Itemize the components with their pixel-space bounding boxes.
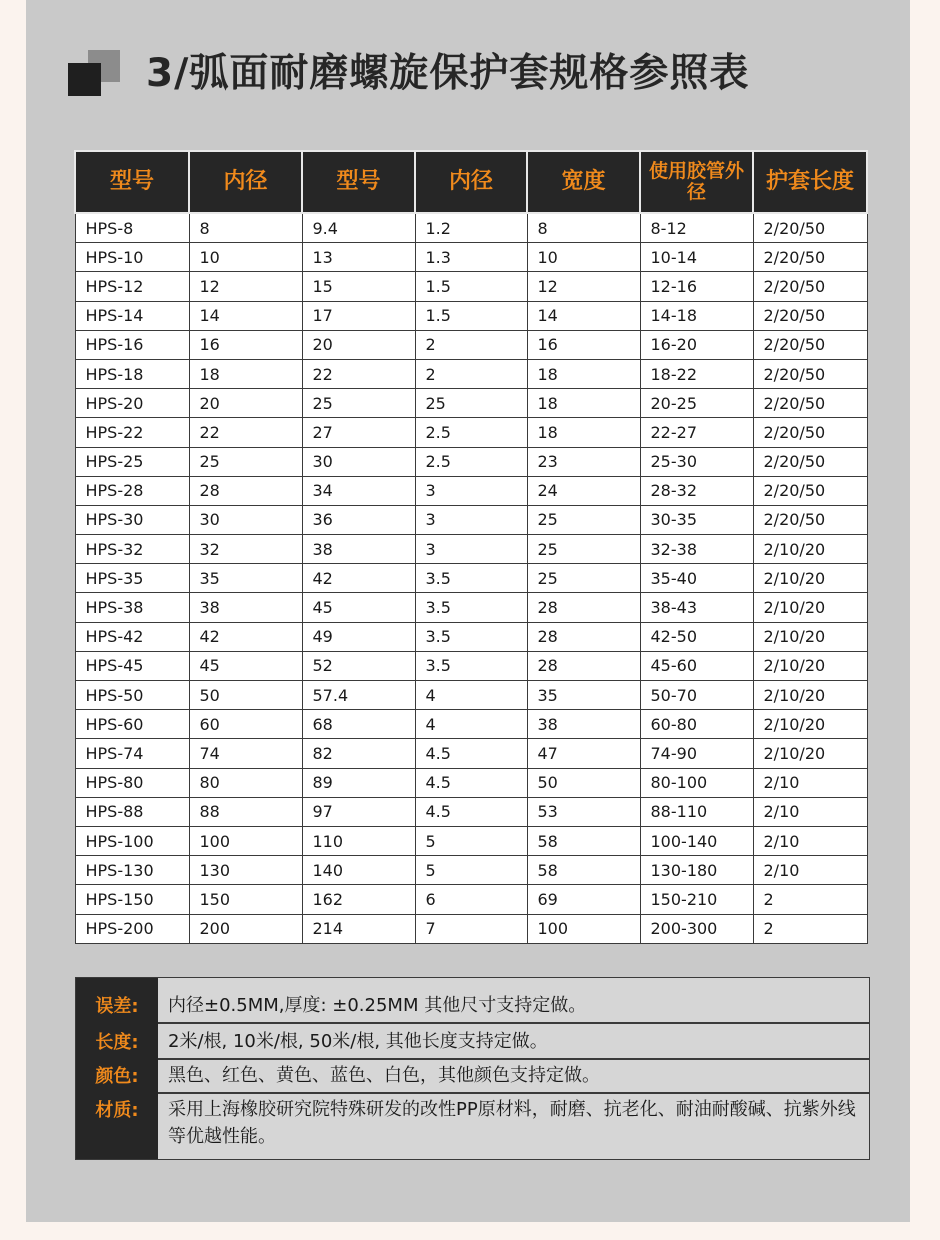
cell-inner-diameter-2: 3.5 bbox=[415, 651, 527, 680]
cell-model: HPS-32 bbox=[75, 535, 189, 564]
table-row bbox=[75, 418, 867, 447]
table-row bbox=[75, 330, 867, 359]
cell-model-2: 162 bbox=[302, 885, 415, 914]
cell-inner-diameter-2: 25 bbox=[415, 389, 527, 418]
cell-width: 50 bbox=[527, 768, 640, 797]
table-row bbox=[75, 359, 867, 388]
cell-hose-outer-diameter: 20-25 bbox=[640, 389, 753, 418]
cell-model: HPS-45 bbox=[75, 651, 189, 680]
note-label: 材质: bbox=[95, 1100, 139, 1121]
cell-model-2: 89 bbox=[302, 768, 415, 797]
cell-sleeve-length: 2/10/20 bbox=[753, 651, 867, 680]
cell-model-2: 9.4 bbox=[302, 213, 415, 243]
cell-model-2: 45 bbox=[302, 593, 415, 622]
table-row bbox=[75, 213, 867, 243]
cell-inner-diameter: 12 bbox=[189, 272, 302, 301]
table-row bbox=[75, 564, 867, 593]
page-header bbox=[66, 38, 896, 108]
cell-model-2: 38 bbox=[302, 535, 415, 564]
cell-model-2: 52 bbox=[302, 651, 415, 680]
table-row bbox=[75, 797, 867, 826]
cell-hose-outer-diameter: 22-27 bbox=[640, 418, 753, 447]
cell-hose-outer-diameter: 38-43 bbox=[640, 593, 753, 622]
cell-sleeve-length: 2/20/50 bbox=[753, 301, 867, 330]
cell-sleeve-length: 2/10/20 bbox=[753, 739, 867, 768]
cell-hose-outer-diameter: 28-32 bbox=[640, 476, 753, 505]
cell-hose-outer-diameter: 60-80 bbox=[640, 710, 753, 739]
cell-hose-outer-diameter: 16-20 bbox=[640, 330, 753, 359]
cell-inner-diameter: 88 bbox=[189, 797, 302, 826]
cell-hose-outer-diameter: 74-90 bbox=[640, 739, 753, 768]
cell-sleeve-length: 2/20/50 bbox=[753, 447, 867, 476]
note-text: 内径±0.5MM,厚度: ±0.25MM 其他尺寸支持定做。 bbox=[168, 995, 587, 1016]
cell-sleeve-length: 2/10 bbox=[753, 768, 867, 797]
cell-hose-outer-diameter: 18-22 bbox=[640, 359, 753, 388]
page-title: 3/弧面耐磨螺旋保护套规格参照表 bbox=[146, 51, 750, 96]
cell-width: 8 bbox=[527, 213, 640, 243]
cell-hose-outer-diameter: 14-18 bbox=[640, 301, 753, 330]
cell-inner-diameter-2: 3 bbox=[415, 535, 527, 564]
cell-model-2: 34 bbox=[302, 476, 415, 505]
cell-inner-diameter-2: 4 bbox=[415, 681, 527, 710]
cell-width: 14 bbox=[527, 301, 640, 330]
spec-table bbox=[74, 150, 868, 944]
cell-inner-diameter: 18 bbox=[189, 359, 302, 388]
cell-sleeve-length: 2 bbox=[753, 885, 867, 914]
header-model: 型号 bbox=[75, 151, 189, 213]
cell-inner-diameter: 32 bbox=[189, 535, 302, 564]
cell-model-2: 20 bbox=[302, 330, 415, 359]
cell-sleeve-length: 2/10 bbox=[753, 797, 867, 826]
header-sleeve-length: 护套长度 bbox=[753, 151, 867, 213]
cell-inner-diameter-2: 2 bbox=[415, 359, 527, 388]
table-row bbox=[75, 535, 867, 564]
cell-model-2: 214 bbox=[302, 914, 415, 943]
table-row bbox=[75, 447, 867, 476]
cell-inner-diameter: 50 bbox=[189, 681, 302, 710]
cell-inner-diameter: 8 bbox=[189, 213, 302, 243]
cell-inner-diameter: 28 bbox=[189, 476, 302, 505]
cell-inner-diameter-2: 5 bbox=[415, 856, 527, 885]
table-row bbox=[75, 885, 867, 914]
cell-model: HPS-30 bbox=[75, 505, 189, 534]
cell-model: HPS-25 bbox=[75, 447, 189, 476]
cell-sleeve-length: 2/20/50 bbox=[753, 359, 867, 388]
cell-model-2: 110 bbox=[302, 826, 415, 855]
cell-inner-diameter: 38 bbox=[189, 593, 302, 622]
table-row bbox=[75, 593, 867, 622]
table-row bbox=[75, 710, 867, 739]
cell-sleeve-length: 2/10/20 bbox=[753, 564, 867, 593]
cell-model: HPS-8 bbox=[75, 213, 189, 243]
cell-model-2: 140 bbox=[302, 856, 415, 885]
cell-hose-outer-diameter: 42-50 bbox=[640, 622, 753, 651]
cell-hose-outer-diameter: 25-30 bbox=[640, 447, 753, 476]
cell-model-2: 15 bbox=[302, 272, 415, 301]
cell-model: HPS-38 bbox=[75, 593, 189, 622]
cell-model: HPS-60 bbox=[75, 710, 189, 739]
cell-model: HPS-50 bbox=[75, 681, 189, 710]
cell-model: HPS-80 bbox=[75, 768, 189, 797]
cell-inner-diameter-2: 5 bbox=[415, 826, 527, 855]
cell-sleeve-length: 2/20/50 bbox=[753, 505, 867, 534]
cell-inner-diameter-2: 3.5 bbox=[415, 564, 527, 593]
cell-hose-outer-diameter: 12-16 bbox=[640, 272, 753, 301]
cell-inner-diameter-2: 4.5 bbox=[415, 768, 527, 797]
cell-model: HPS-18 bbox=[75, 359, 189, 388]
cell-width: 35 bbox=[527, 681, 640, 710]
cell-width: 23 bbox=[527, 447, 640, 476]
cell-inner-diameter-2: 3.5 bbox=[415, 622, 527, 651]
cell-hose-outer-diameter: 80-100 bbox=[640, 768, 753, 797]
cell-inner-diameter-2: 3 bbox=[415, 505, 527, 534]
cell-width: 25 bbox=[527, 564, 640, 593]
cell-inner-diameter-2: 3 bbox=[415, 476, 527, 505]
cell-sleeve-length: 2/10 bbox=[753, 856, 867, 885]
note-label: 误差: bbox=[95, 996, 139, 1017]
cell-sleeve-length: 2/20/50 bbox=[753, 418, 867, 447]
cell-model: HPS-74 bbox=[75, 739, 189, 768]
cell-hose-outer-diameter: 35-40 bbox=[640, 564, 753, 593]
cell-inner-diameter: 80 bbox=[189, 768, 302, 797]
cell-sleeve-length: 2/20/50 bbox=[753, 243, 867, 272]
cell-width: 10 bbox=[527, 243, 640, 272]
cell-hose-outer-diameter: 100-140 bbox=[640, 826, 753, 855]
cell-model: HPS-35 bbox=[75, 564, 189, 593]
cell-inner-diameter: 150 bbox=[189, 885, 302, 914]
table-row bbox=[75, 476, 867, 505]
table-row bbox=[75, 768, 867, 797]
cell-sleeve-length: 2/20/50 bbox=[753, 389, 867, 418]
cell-width: 18 bbox=[527, 359, 640, 388]
title-mark-icon-front bbox=[68, 63, 101, 96]
cell-model: HPS-200 bbox=[75, 914, 189, 943]
cell-inner-diameter-2: 1.2 bbox=[415, 213, 527, 243]
cell-sleeve-length: 2 bbox=[753, 914, 867, 943]
cell-sleeve-length: 2/10/20 bbox=[753, 710, 867, 739]
cell-width: 47 bbox=[527, 739, 640, 768]
table-header-row bbox=[75, 151, 867, 213]
cell-width: 58 bbox=[527, 856, 640, 885]
cell-hose-outer-diameter: 150-210 bbox=[640, 885, 753, 914]
cell-inner-diameter: 16 bbox=[189, 330, 302, 359]
cell-model: HPS-22 bbox=[75, 418, 189, 447]
cell-model: HPS-14 bbox=[75, 301, 189, 330]
cell-model: HPS-100 bbox=[75, 826, 189, 855]
table-row bbox=[75, 389, 867, 418]
cell-inner-diameter-2: 1.3 bbox=[415, 243, 527, 272]
cell-hose-outer-diameter: 130-180 bbox=[640, 856, 753, 885]
table-row bbox=[75, 856, 867, 885]
cell-sleeve-length: 2/20/50 bbox=[753, 476, 867, 505]
cell-inner-diameter: 45 bbox=[189, 651, 302, 680]
cell-inner-diameter-2: 4.5 bbox=[415, 739, 527, 768]
cell-inner-diameter-2: 3.5 bbox=[415, 593, 527, 622]
cell-model: HPS-150 bbox=[75, 885, 189, 914]
cell-inner-diameter: 130 bbox=[189, 856, 302, 885]
cell-inner-diameter: 60 bbox=[189, 710, 302, 739]
cell-inner-diameter: 14 bbox=[189, 301, 302, 330]
cell-inner-diameter: 200 bbox=[189, 914, 302, 943]
cell-inner-diameter: 42 bbox=[189, 622, 302, 651]
cell-model: HPS-12 bbox=[75, 272, 189, 301]
note-text: 2米/根, 10米/根, 50米/根, 其他长度支持定做。 bbox=[168, 1031, 548, 1052]
cell-model-2: 42 bbox=[302, 564, 415, 593]
table-row bbox=[75, 505, 867, 534]
cell-inner-diameter-2: 2.5 bbox=[415, 447, 527, 476]
table-row bbox=[75, 681, 867, 710]
cell-inner-diameter: 30 bbox=[189, 505, 302, 534]
cell-model-2: 25 bbox=[302, 389, 415, 418]
note-label: 颜色: bbox=[95, 1066, 139, 1087]
cell-inner-diameter: 20 bbox=[189, 389, 302, 418]
table-row bbox=[75, 826, 867, 855]
cell-width: 38 bbox=[527, 710, 640, 739]
note-divider bbox=[158, 1022, 869, 1024]
cell-model: HPS-42 bbox=[75, 622, 189, 651]
cell-sleeve-length: 2/10 bbox=[753, 826, 867, 855]
cell-inner-diameter-2: 1.5 bbox=[415, 301, 527, 330]
header-inner-diameter: 内径 bbox=[189, 151, 302, 213]
cell-model: HPS-28 bbox=[75, 476, 189, 505]
cell-sleeve-length: 2/10/20 bbox=[753, 593, 867, 622]
cell-model-2: 57.4 bbox=[302, 681, 415, 710]
cell-width: 18 bbox=[527, 418, 640, 447]
cell-inner-diameter-2: 7 bbox=[415, 914, 527, 943]
cell-hose-outer-diameter: 8-12 bbox=[640, 213, 753, 243]
cell-width: 25 bbox=[527, 535, 640, 564]
cell-width: 16 bbox=[527, 330, 640, 359]
cell-width: 58 bbox=[527, 826, 640, 855]
cell-width: 12 bbox=[527, 272, 640, 301]
cell-model-2: 22 bbox=[302, 359, 415, 388]
note-text: 采用上海橡胶研究院特殊研发的改性PP原材料，耐磨、抗老化、耐油耐酸碱、抗紫外线等优越性能。 bbox=[168, 1099, 856, 1147]
note-label: 长度: bbox=[95, 1032, 139, 1053]
cell-model: HPS-130 bbox=[75, 856, 189, 885]
cell-hose-outer-diameter: 10-14 bbox=[640, 243, 753, 272]
cell-inner-diameter-2: 2.5 bbox=[415, 418, 527, 447]
cell-sleeve-length: 2/20/50 bbox=[753, 213, 867, 243]
header-width: 宽度 bbox=[527, 151, 640, 213]
note-divider bbox=[158, 1058, 869, 1060]
cell-inner-diameter-2: 2 bbox=[415, 330, 527, 359]
cell-sleeve-length: 2/20/50 bbox=[753, 272, 867, 301]
cell-model-2: 68 bbox=[302, 710, 415, 739]
header-hose-outer-diameter bbox=[640, 151, 753, 213]
cell-inner-diameter: 100 bbox=[189, 826, 302, 855]
cell-width: 69 bbox=[527, 885, 640, 914]
cell-hose-outer-diameter: 50-70 bbox=[640, 681, 753, 710]
table-body bbox=[75, 213, 867, 943]
table-row bbox=[75, 301, 867, 330]
cell-sleeve-length: 2/10/20 bbox=[753, 535, 867, 564]
cell-model: HPS-88 bbox=[75, 797, 189, 826]
cell-model-2: 13 bbox=[302, 243, 415, 272]
cell-inner-diameter: 22 bbox=[189, 418, 302, 447]
cell-width: 24 bbox=[527, 476, 640, 505]
cell-hose-outer-diameter: 200-300 bbox=[640, 914, 753, 943]
cell-width: 100 bbox=[527, 914, 640, 943]
note-text: 黑色、红色、黄色、蓝色、白色，其他颜色支持定做。 bbox=[168, 1065, 600, 1086]
cell-width: 28 bbox=[527, 622, 640, 651]
cell-model: HPS-20 bbox=[75, 389, 189, 418]
cell-hose-outer-diameter: 45-60 bbox=[640, 651, 753, 680]
cell-inner-diameter: 10 bbox=[189, 243, 302, 272]
table-row bbox=[75, 622, 867, 651]
cell-width: 18 bbox=[527, 389, 640, 418]
cell-sleeve-length: 2/20/50 bbox=[753, 330, 867, 359]
cell-inner-diameter-2: 4.5 bbox=[415, 797, 527, 826]
cell-hose-outer-diameter: 88-110 bbox=[640, 797, 753, 826]
cell-width: 28 bbox=[527, 651, 640, 680]
cell-model-2: 49 bbox=[302, 622, 415, 651]
table-row bbox=[75, 651, 867, 680]
cell-inner-diameter-2: 1.5 bbox=[415, 272, 527, 301]
cell-inner-diameter: 25 bbox=[189, 447, 302, 476]
cell-inner-diameter: 35 bbox=[189, 564, 302, 593]
table-row bbox=[75, 914, 867, 943]
cell-model-2: 30 bbox=[302, 447, 415, 476]
cell-hose-outer-diameter: 32-38 bbox=[640, 535, 753, 564]
note-divider bbox=[158, 1092, 869, 1094]
cell-model: HPS-16 bbox=[75, 330, 189, 359]
table-row bbox=[75, 243, 867, 272]
cell-inner-diameter: 74 bbox=[189, 739, 302, 768]
cell-model: HPS-10 bbox=[75, 243, 189, 272]
cell-model-2: 82 bbox=[302, 739, 415, 768]
cell-width: 53 bbox=[527, 797, 640, 826]
cell-inner-diameter-2: 4 bbox=[415, 710, 527, 739]
notes-box bbox=[75, 977, 870, 1160]
cell-model-2: 97 bbox=[302, 797, 415, 826]
cell-width: 28 bbox=[527, 593, 640, 622]
cell-model-2: 17 bbox=[302, 301, 415, 330]
header-inner-diameter-2: 内径 bbox=[415, 151, 527, 213]
cell-model-2: 36 bbox=[302, 505, 415, 534]
table-row bbox=[75, 739, 867, 768]
cell-inner-diameter-2: 6 bbox=[415, 885, 527, 914]
cell-model-2: 27 bbox=[302, 418, 415, 447]
cell-hose-outer-diameter: 30-35 bbox=[640, 505, 753, 534]
cell-sleeve-length: 2/10/20 bbox=[753, 622, 867, 651]
table-row bbox=[75, 272, 867, 301]
header-hose-outer-diameter-label: 使用胶管外径 bbox=[649, 159, 745, 203]
cell-width: 25 bbox=[527, 505, 640, 534]
header-model-2: 型号 bbox=[302, 151, 415, 213]
cell-sleeve-length: 2/10/20 bbox=[753, 681, 867, 710]
